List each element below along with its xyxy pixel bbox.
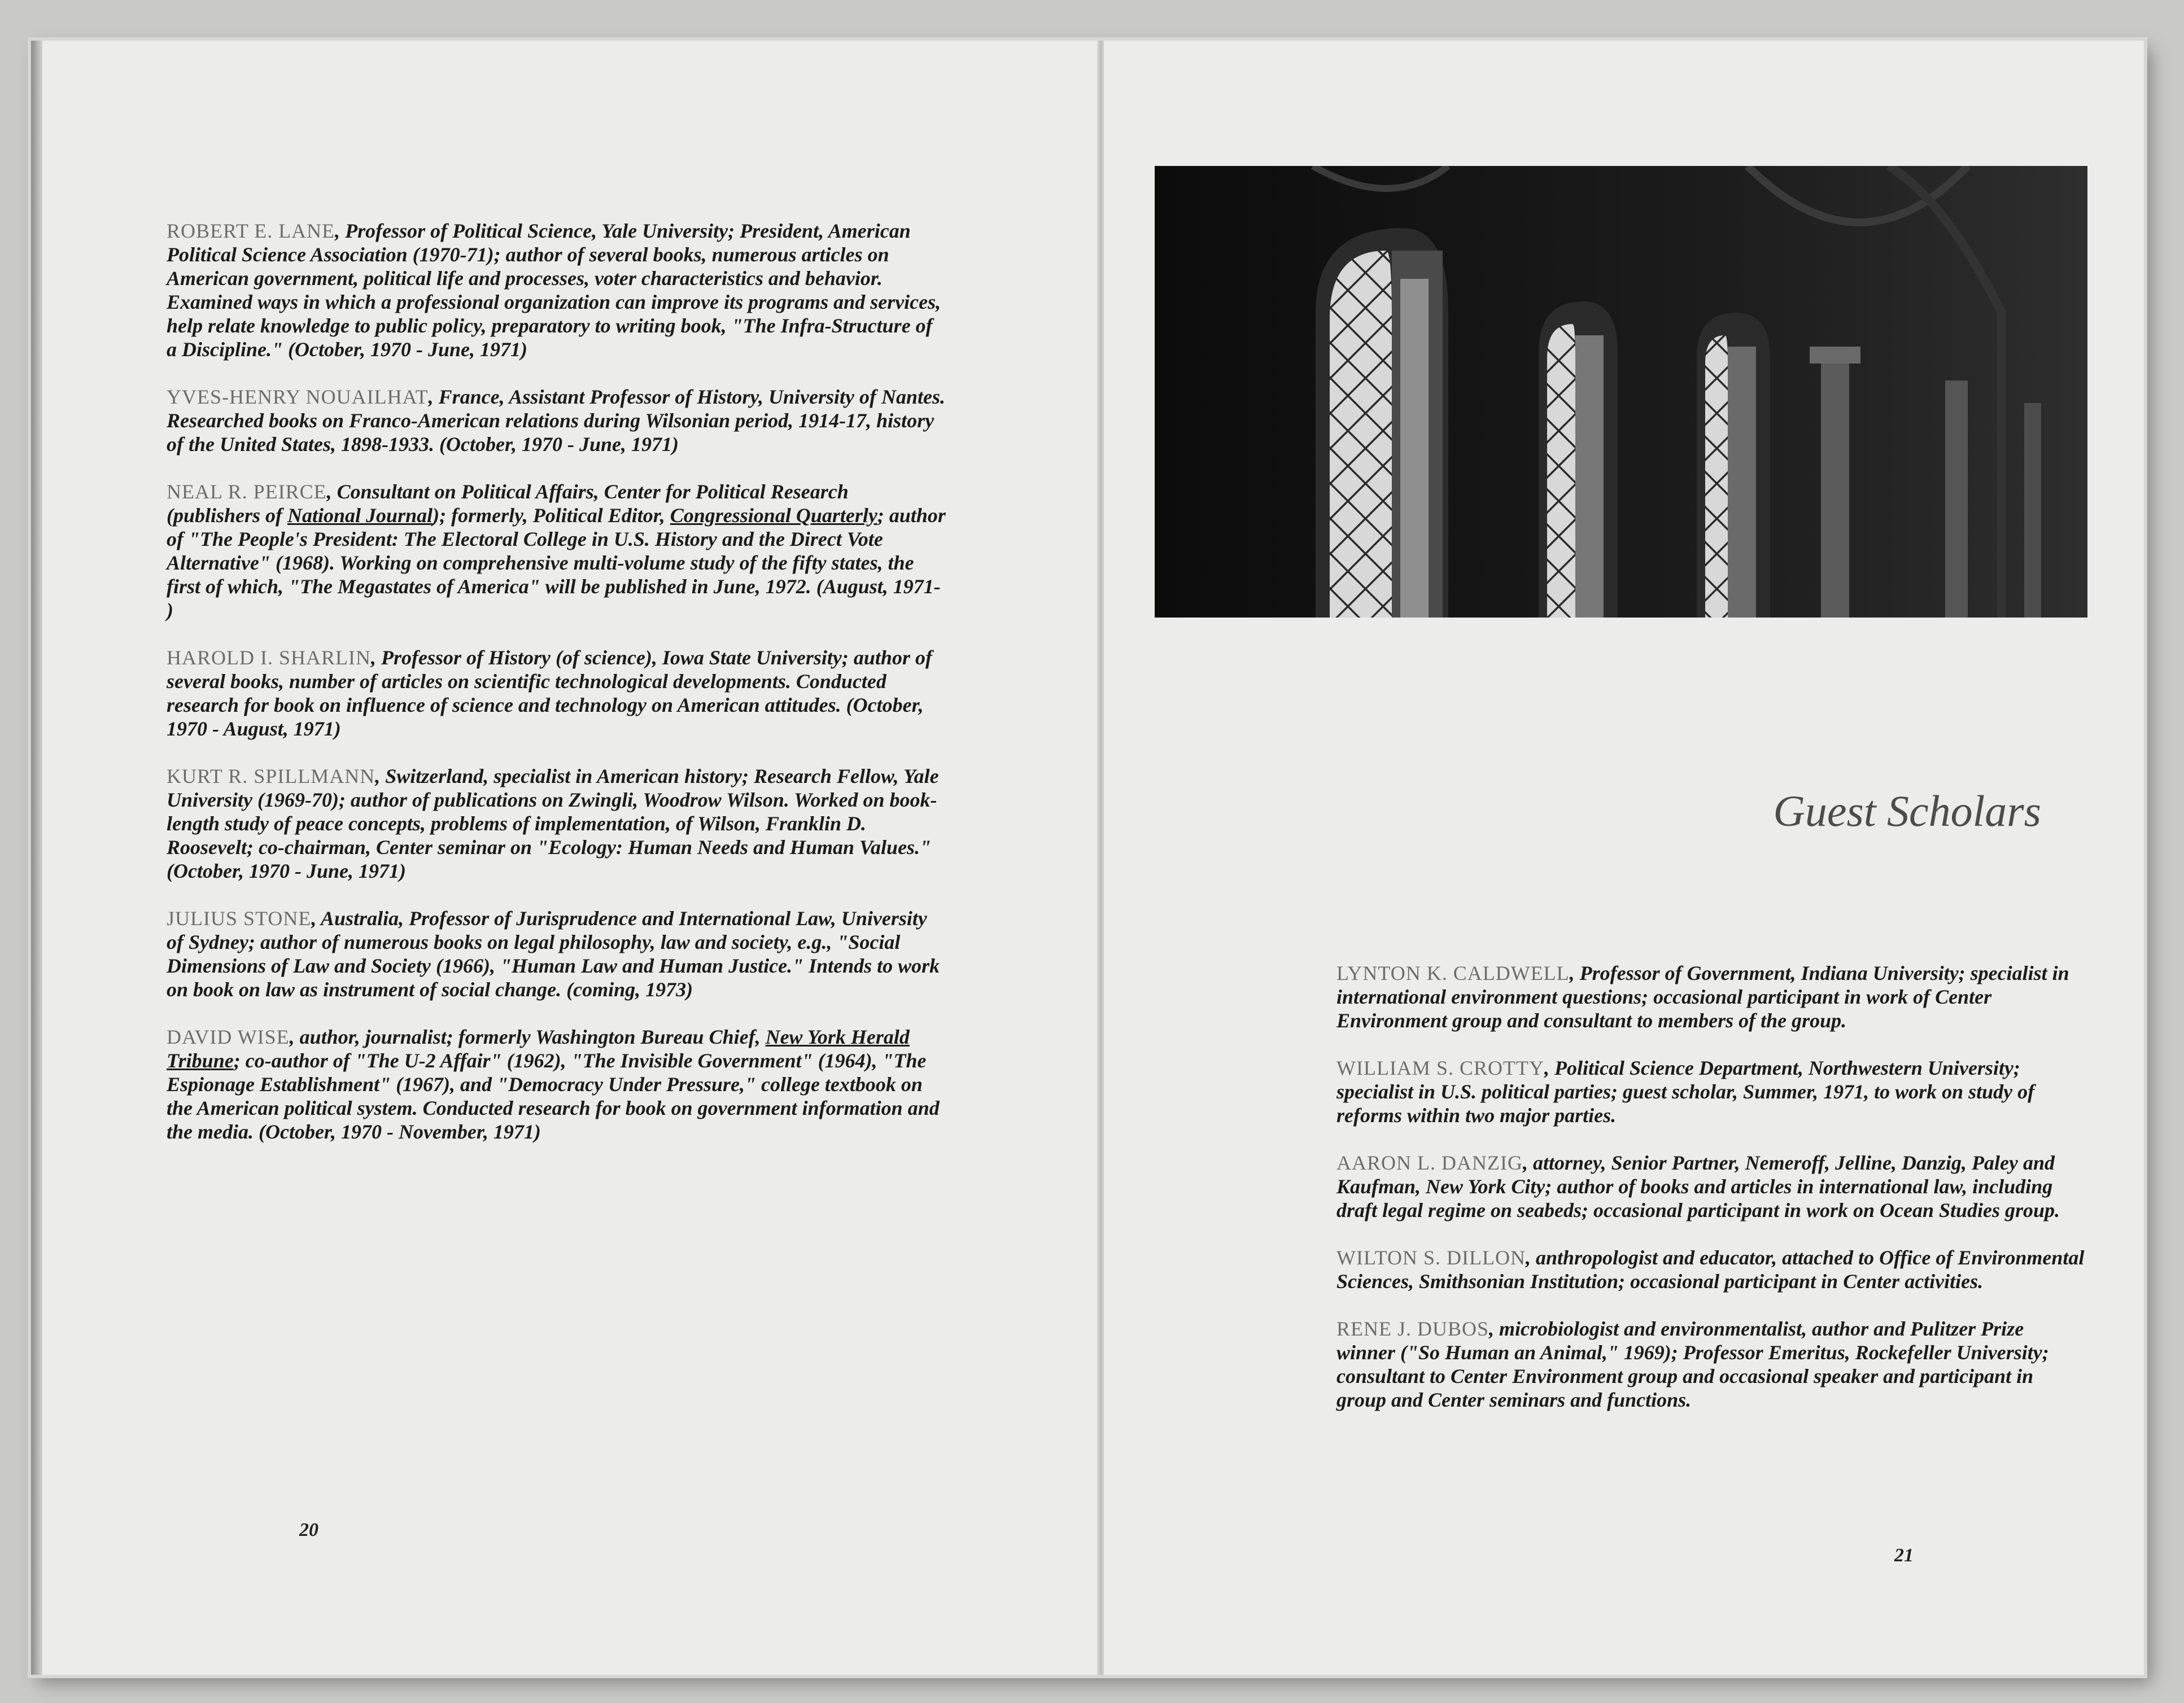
- entry-danzig: [1336, 1151, 2087, 1222]
- page-number: 21: [1894, 1545, 1914, 1566]
- entry-name: ROBERT E. LANE: [167, 220, 335, 242]
- entry-name: WILLIAM S. CROTTY: [1336, 1057, 1544, 1079]
- entry-sharlin: [167, 646, 946, 741]
- entry-name: NEAL R. PEIRCE: [167, 480, 327, 503]
- entry-name: DAVID WISE: [167, 1026, 290, 1048]
- entry-name: RENE J. DUBOS: [1336, 1317, 1490, 1340]
- entry-name: JULIUS STONE: [167, 907, 312, 930]
- entry-desc: , France, Assistant Professor of History, University of Nantes. Researched books on Franco-American relations during Wilsonian period, 1914-17, history of the United States, 1898-1933. (October, 1970 - June, 1971): [167, 386, 946, 456]
- entry-desc-part: , author, journalist; formerly Washington Bureau Chief,: [289, 1026, 766, 1048]
- entry-name: YVES-HENRY NOUAILHAT: [167, 386, 429, 408]
- entry-desc-part: ); formerly, Political Editor,: [433, 504, 670, 527]
- entry-nouailhat: [167, 385, 946, 456]
- entry-dillon: [1336, 1246, 2087, 1293]
- entry-desc: , Professor of History (of science), Iowa State University; author of several books, number of articles on scientific technological developments. Conducted research for book on influence of science and technology on American attitudes. (October, 1970 - August, 1971): [167, 646, 932, 740]
- publication-title: New York Herald Tribune: [167, 1026, 910, 1072]
- entry-name: KURT R. SPILLMANN: [167, 765, 375, 787]
- entry-desc: , Political Science Department, Northwestern University; specialist in U.S. political parties; guest scholar, Summer, 1971, to work on study of reforms within two major parties.: [1336, 1057, 2035, 1127]
- entry-name: LYNTON K. CALDWELL: [1336, 962, 1570, 984]
- publication-title: National Journal: [287, 504, 433, 527]
- arched-windows-illustration: [1155, 166, 2087, 618]
- left-page: [31, 41, 1098, 1675]
- entry-desc: , Professor of Political Science, Yale University; President, American Political Science Association (1970-71); author of several books, numerous articles on American government, political life and processes, voter characteristics and behavior. Examined ways in which a professional organization can improve its programs and services, help relate knowledge to public policy, preparatory to writing book, "The Infra-Structure of a Discipline." (October, 1970 - June, 1971): [167, 220, 941, 361]
- entry-desc: , Australia, Professor of Jurisprudence and International Law, University of Sydney; author of numerous books on legal philosophy, law and society, e.g., "Social Dimensions of Law and Society (1966), "Human Law and Human Justice." Intends to work on book on law as instrument of social change. (coming, 1973): [167, 907, 940, 1001]
- entry-desc: , Switzerland, specialist in American history; Research Fellow, Yale University (1969-70); author of publications on Zwingli, Woodrow Wilson. Worked on book-length study of peace concepts, problems of implementation, of Wilson, Franklin D. Roosevelt; co-chairman, Center seminar on "Ecology: Human Needs and Human Values." (October, 1970 - June, 1971): [167, 765, 939, 882]
- right-entries: [1336, 941, 2087, 1435]
- entry-name: AARON L. DANZIG: [1336, 1152, 1523, 1174]
- page-edge-shadow: [31, 41, 42, 1675]
- entry-name: HAROLD I. SHARLIN: [167, 646, 371, 669]
- entry-desc: , attorney, Senior Partner, Nemeroff, Jelline, Danzig, Paley and Kaufman, New York City; author of books and articles in international law, including draft legal regime on seabeds; occasional participant in work on Ocean Studies group.: [1336, 1152, 2060, 1222]
- entry-wise: [167, 1025, 946, 1144]
- entry-peirce: [167, 480, 946, 622]
- entry-crotty: [1336, 1056, 2087, 1127]
- arched-windows-photo: [1155, 166, 2087, 618]
- entry-desc-part: , Consultant on Political Affairs, Center for Political Research (publishers of: [167, 480, 849, 527]
- entry-dubos: [1336, 1317, 2087, 1412]
- entry-desc: , Professor of Government, Indiana University; specialist in international environment questions; occasional participant in work of Center Environment group and consultant to members of the group.: [1336, 962, 2069, 1032]
- entry-desc-part: ; co-author of "The U-2 Affair" (1962), "The Invisible Government" (1964), "The Espionage Establishment" (1967), and "Democracy Under Pressure," college textbook on the American political system. Conducted research for book on government information and the media. (October, 1970 - November, 1971): [167, 1049, 940, 1143]
- entry-desc: , anthropologist and educator, attached to Office of Environmental Sciences, Smithsonian Institution; occasional participant in Center activities.: [1336, 1246, 2085, 1293]
- left-entries: [167, 199, 946, 1167]
- right-page: [1104, 41, 2144, 1675]
- entry-stone: [167, 907, 946, 1001]
- entry-caldwell: [1336, 961, 2087, 1032]
- entry-lane: [167, 219, 946, 361]
- page-number: 20: [299, 1520, 318, 1540]
- book-spread: [31, 41, 2144, 1675]
- publication-title: Congressional Quarterly: [670, 504, 877, 527]
- entry-spillmann: [167, 764, 946, 883]
- section-title: Guest Scholars: [1773, 786, 2041, 835]
- entry-desc: , microbiologist and environmentalist, author and Pulitzer Prize winner ("So Human an Animal," 1969); Professor Emeritus, Rockefeller University; consultant to Center Environment group and occasional speaker and participant in group and Center seminars and functions.: [1336, 1317, 2049, 1411]
- entry-name: WILTON S. DILLON: [1336, 1246, 1526, 1269]
- entry-desc-part: ; author of "The People's President: The Electoral College in U.S. History and the Direct Vote Alternative" (1968). Working on comprehensive multi-volume study of the fifty states, the first of which, "The Megastates of America" will be published in June, 1972. (August, 1971- ): [167, 504, 946, 621]
